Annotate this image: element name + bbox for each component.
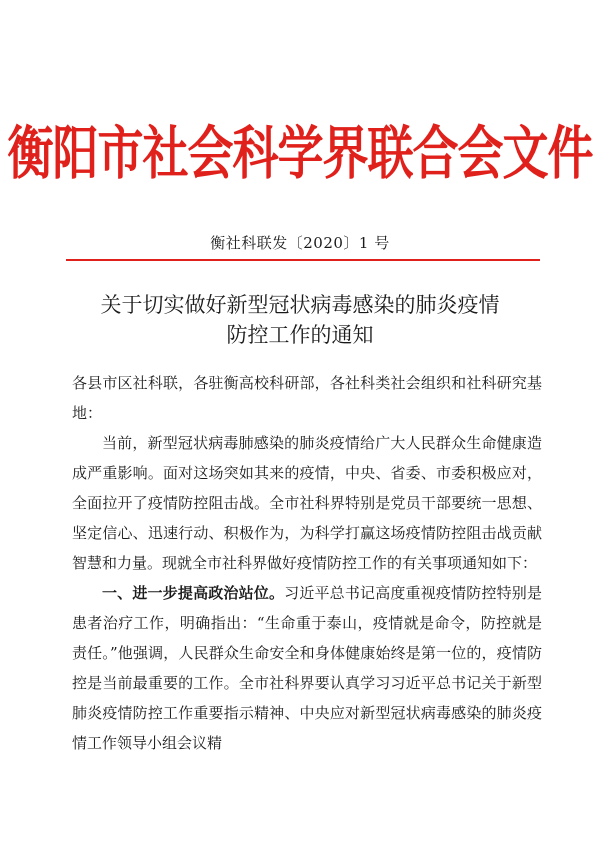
body-paragraph: 当前，新型冠状病毒肺感染的肺炎疫情给广大人民群众生命健康造成严重影响。面对这场突如其来的疫情，中央、省委、市委积极应对，全面拉开了疫情防控阻击战。全市社科界特别是党员干部要统一思想、坚定信心、迅速行动、积极作为，为科学打赢这场疫情防控阻击战贡献智慧和力量。现就全市社科界做好疫情防控工作的有关事项通知如下： bbox=[72, 434, 542, 572]
salutation: 各县市区社科联，各驻衡高校科研部，各社科类社会组织和社科研究基地： bbox=[72, 374, 542, 422]
notice-title bbox=[70, 290, 530, 350]
section-1-paragraph bbox=[72, 578, 542, 758]
notice-title-line-1: 关于切实做好新型冠状病毒感染的肺炎疫情 bbox=[100, 293, 500, 317]
section-1-text: 习近平总书记高度重视疫情防控特别是患者治疗工作，明确指出：“生命重于泰山，疫情就是命令，防控就是责任。”他强调，人民群众生命安全和身体健康始终是第一位的，疫情防控是当前最重要的工作。全市社科界要认真学习习近平总书记关于新型肺炎疫情防控工作重要指示精神、中央应对新型冠状病毒感染的肺炎疫情工作领导小组会议精 bbox=[72, 584, 542, 752]
red-divider-rule bbox=[66, 259, 540, 261]
document-masthead: 衡阳市社会科学界联合会文件 bbox=[7, 119, 593, 187]
document-number: 衡社科联发〔2020〕1 号 bbox=[210, 234, 390, 252]
section-1-heading: 一、进一步提高政治站位。 bbox=[102, 584, 285, 602]
notice-title-line-2: 防控工作的通知 bbox=[226, 323, 374, 347]
notice-body bbox=[72, 368, 542, 758]
